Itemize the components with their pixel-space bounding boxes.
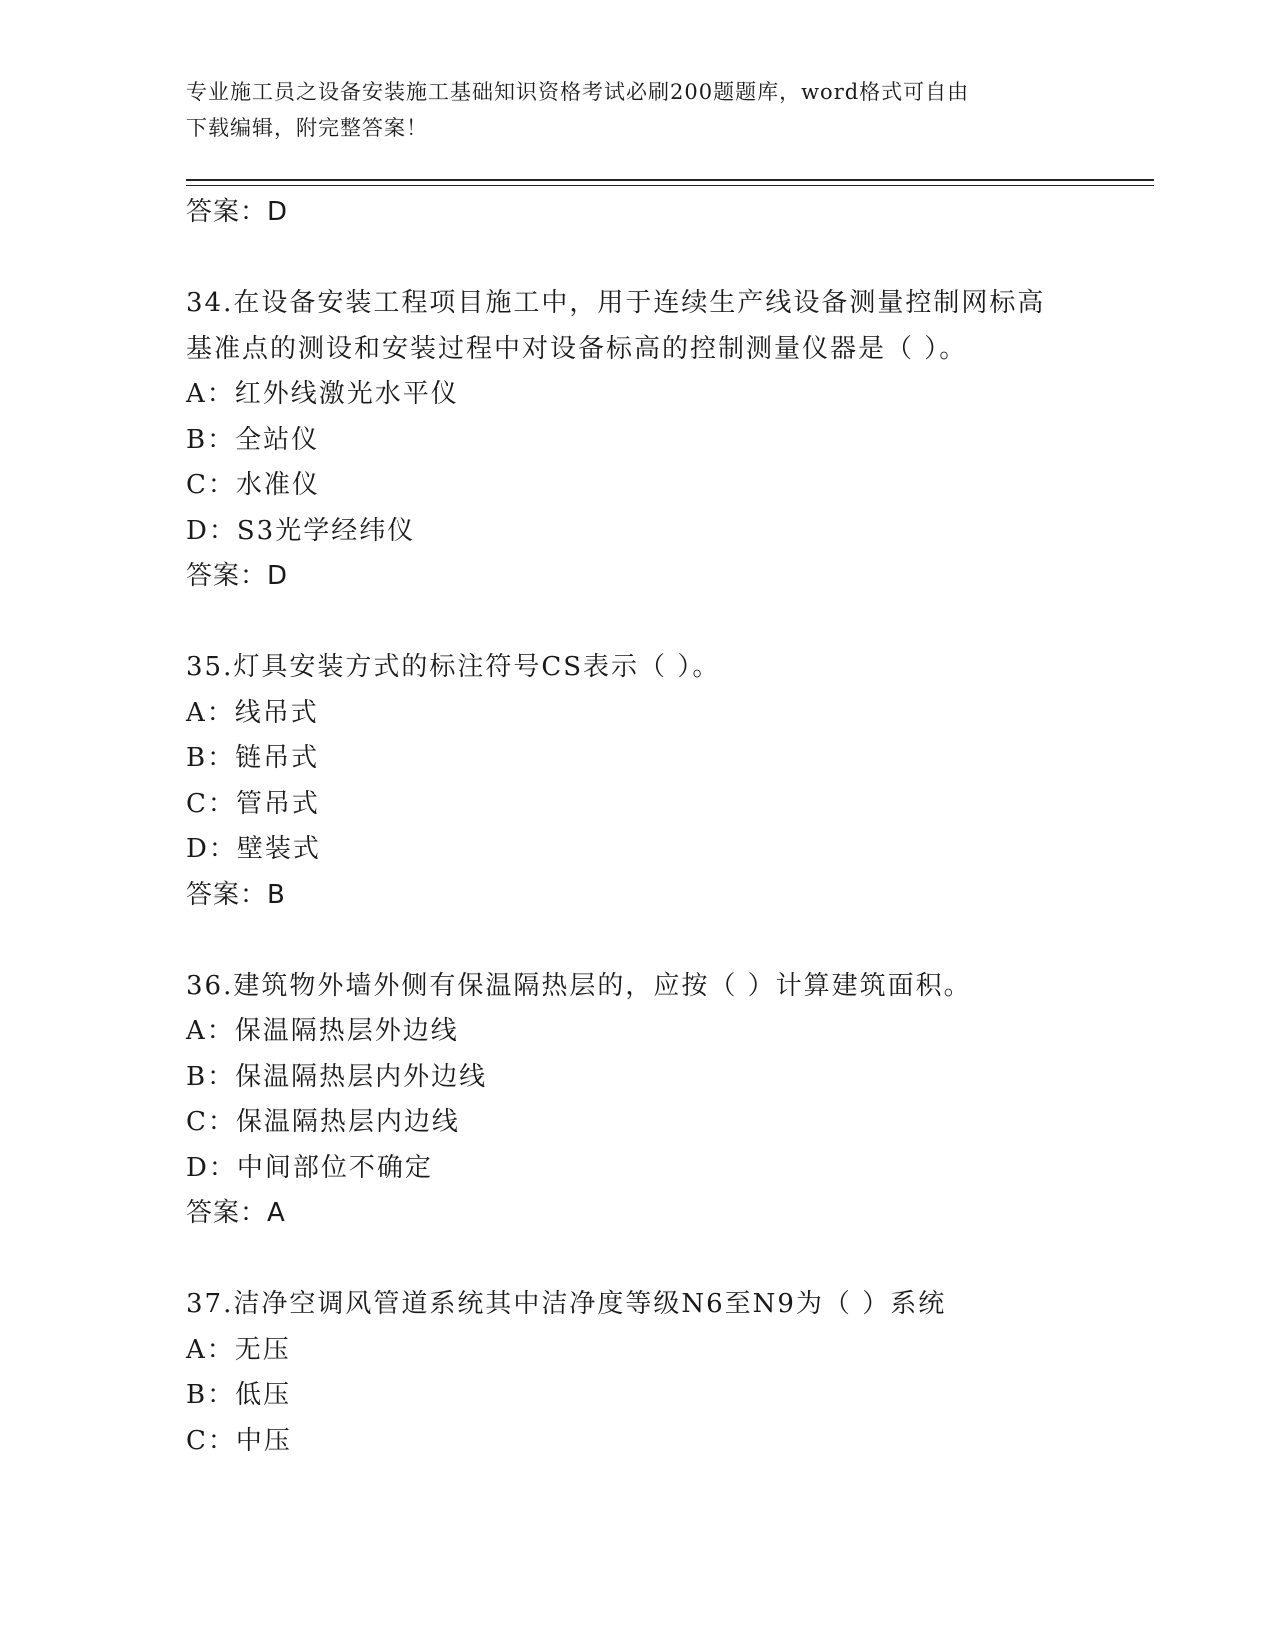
option-c: C：水准仪 [186, 470, 320, 500]
option-b: B：全站仪 [186, 424, 320, 455]
question-content [186, 190, 1086, 1464]
spacer [186, 236, 1086, 282]
spacer [186, 1237, 1086, 1283]
question-stem: 基准点的测设和安装过程中对设备标高的控制测量仪器是（ ）。 [186, 333, 968, 364]
question-stem: 35.灯具安装方式的标注符号CS表示（ ）。 [186, 652, 721, 682]
option-b: B：低压 [186, 1380, 292, 1410]
option-a: A：保温隔热层外边线 [186, 1016, 459, 1046]
option-a: A：红外线激光水平仪 [186, 379, 459, 409]
answer: 答案：B [186, 879, 286, 910]
question-stem: 34.在设备安装工程项目施工中，用于连续生产线设备测量控制网标高 [186, 288, 1046, 318]
option-a: A：线吊式 [186, 697, 319, 728]
option-c: C：保温隔热层内边线 [186, 1107, 460, 1137]
spacer [186, 918, 1086, 964]
question-35 [186, 645, 1086, 918]
question-36 [186, 964, 1086, 1237]
option-d: D：S3光学经纬仪 [186, 515, 416, 546]
question-37 [186, 1282, 1086, 1464]
option-a: A：无压 [186, 1334, 291, 1365]
header-rule-thin [186, 185, 1154, 186]
option-b: B：保温隔热层内外边线 [186, 1061, 488, 1092]
question-stem: 37.洁净空调风管道系统其中洁净度等级N6至N9为（ ）系统 [186, 1289, 947, 1319]
header-line-2: 下载编辑，附完整答案！ [186, 116, 428, 140]
option-d: D：壁装式 [186, 834, 321, 864]
option-c: C：管吊式 [186, 788, 320, 819]
header-line-1: 专业施工员之设备安装施工基础知识资格考试必刷200题题库，word格式可自由 [186, 80, 970, 104]
answer: 答案：A [186, 1198, 286, 1228]
document-header [186, 74, 1086, 146]
question-34 [186, 281, 1086, 600]
option-d: D：中间部位不确定 [186, 1152, 433, 1183]
previous-answer: 答案：D [186, 197, 289, 227]
option-c: C：中压 [186, 1425, 292, 1456]
header-rule-thick [186, 179, 1154, 181]
answer: 答案：D [186, 561, 289, 591]
option-b: B：链吊式 [186, 743, 320, 773]
spacer [186, 600, 1086, 646]
question-stem: 36.建筑物外墙外侧有保温隔热层的，应按（ ）计算建筑面积。 [186, 970, 972, 1001]
